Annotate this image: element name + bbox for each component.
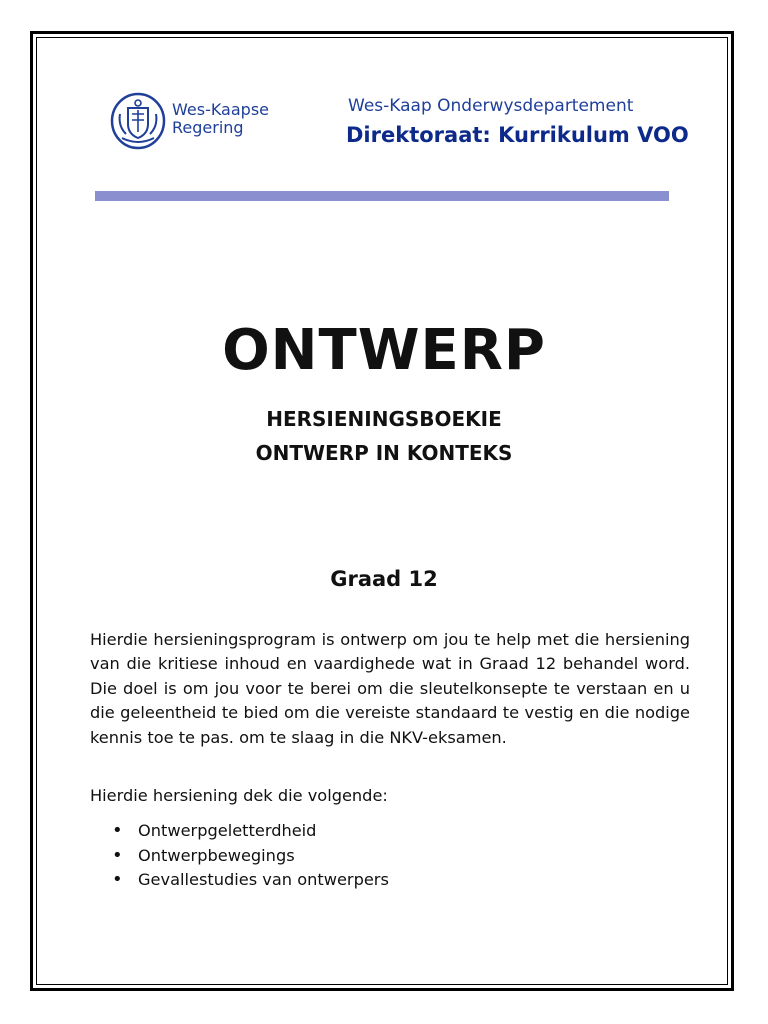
- topic-list: [90, 819, 389, 893]
- intro-paragraph: Hierdie hersieningsprogram is ontwerp om jou te help met die hersiening van die kritiese inhoud en vaardighede wat in Graad 12 behandel word. Die doel is om jou voor te berei om die sleutelkonsepte te verstaan en u die geleentheid te bied om die vereiste standaard te vestig en die nodige kennis toe te pas. om te slaag in die NKV-eksamen.: [90, 630, 690, 747]
- document-title: ONTWERP: [222, 318, 546, 383]
- list-item: • Ontwerpgeletterdheid: [90, 819, 389, 844]
- document-subtitle-line1: HERSIENINGSBOEKIE: [266, 407, 502, 431]
- grade-label: Graad 12: [330, 567, 438, 591]
- government-name-line1: Wes-Kaapse: [172, 100, 269, 119]
- department-name: Wes-Kaap Onderwysdepartement: [348, 96, 634, 116]
- document-subtitle-line2: ONTWERP IN KONTEKS: [255, 441, 513, 465]
- coat-of-arms-logo: [110, 92, 166, 150]
- list-item: • Ontwerpbewegings: [90, 844, 389, 869]
- header-divider: [95, 191, 669, 201]
- government-name-line2: Regering: [172, 118, 244, 137]
- list-intro: Hierdie hersiening dek die volgende:: [90, 786, 388, 805]
- government-name: [172, 101, 269, 137]
- directorate-name: Direktoraat: Kurrikulum VOO: [346, 123, 689, 147]
- list-item: • Gevallestudies van ontwerpers: [90, 868, 389, 893]
